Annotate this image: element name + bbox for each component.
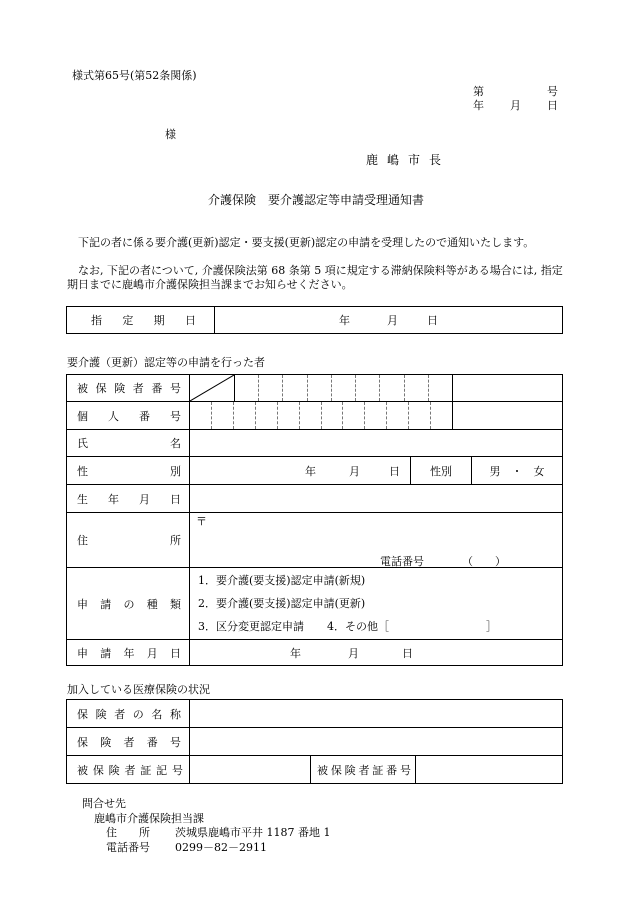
- sex-column-label: 性別: [411, 457, 472, 485]
- issue-month: 月: [510, 99, 521, 112]
- due-date-value: [215, 307, 563, 334]
- num-suffix: 号: [547, 85, 558, 98]
- applicant-section-title: 要介護（更新）認定等の申請を行った者: [67, 356, 265, 369]
- card-number-label: 被保険者証番号: [311, 756, 416, 784]
- birth-year: 年: [305, 464, 316, 478]
- due-date-table: [66, 306, 563, 334]
- issue-year: 年: [473, 99, 484, 112]
- name-value: [190, 430, 563, 457]
- document-title: 介護保険 要介護認定等申請受理通知書: [208, 193, 425, 207]
- birth-month: 月: [349, 464, 360, 478]
- personal-number-cells: [190, 402, 563, 430]
- address-value: [190, 513, 563, 568]
- app-type-option-2: 2．要介護(要支援)認定申請(更新): [198, 597, 366, 610]
- contact-address: 茨城県鹿嶋市平井 1187 番地 1: [175, 826, 331, 839]
- contact-address-label: 住 所: [106, 826, 150, 839]
- insured-number-label: 被保険者番号: [67, 375, 190, 402]
- sex-label: 性別: [67, 457, 190, 485]
- address-label: 住所: [67, 513, 190, 568]
- issue-date: [473, 97, 558, 113]
- issuer: 鹿嶋市長: [366, 153, 451, 167]
- phone-label: 電話番号: [380, 555, 424, 568]
- application-type-label: 申請の種類: [67, 568, 190, 640]
- due-month: 月: [387, 314, 398, 327]
- name-label: 氏名: [67, 430, 190, 457]
- app-day: 日: [402, 646, 413, 660]
- sex-options: 男 ・ 女: [472, 457, 563, 485]
- insurer-name-value: [190, 700, 563, 728]
- insurer-number-value: [190, 728, 563, 756]
- insurer-name-label: 保険者の名称: [67, 700, 190, 728]
- body-paragraph-2: なお, 下記の者について, 介護保険法第 68 条第 5 項に規定する滞納保険料等がある場合には, 指定期日までに鹿嶋市介護保険担当課までお知らせください。: [67, 264, 563, 291]
- birthdate-label: 生年月日: [67, 485, 190, 513]
- insurance-table: [66, 699, 563, 784]
- contact-block: [82, 797, 330, 855]
- contact-tel: 0299－82－2911: [175, 840, 267, 854]
- due-year: 年: [339, 314, 350, 327]
- app-year: 年: [290, 646, 301, 660]
- card-symbol-value: [190, 756, 311, 784]
- num-prefix: 第: [473, 85, 484, 98]
- due-day: 日: [427, 314, 438, 327]
- issue-day: 日: [547, 99, 558, 112]
- card-number-value: [416, 756, 563, 784]
- app-month: 月: [348, 646, 359, 660]
- application-type-options: [190, 568, 563, 640]
- contact-tel-label: 電話番号: [106, 840, 150, 854]
- body-paragraph-1: 下記の者に係る要介護(更新)認定・要支援(更新)認定の申請を受理したので通知いたします。: [78, 236, 535, 249]
- form-id: 様式第65号(第52条関係): [72, 69, 197, 82]
- insured-number-slash: [190, 375, 235, 401]
- applicant-table: [66, 374, 563, 666]
- application-date-value: [190, 640, 563, 666]
- postal-mark: 〒: [196, 515, 207, 528]
- contact-heading: 問合せ先: [82, 797, 126, 810]
- birthdate-value: [190, 485, 563, 513]
- app-type-option-3: 3．区分変更認定申請: [198, 620, 304, 633]
- app-type-option-4: 4．その他［: [327, 620, 389, 633]
- app-type-option-4-close: ］: [486, 620, 497, 633]
- card-symbol-label: 被保険者証記号: [67, 756, 190, 784]
- insurance-section-title: 加入している医療保険の状況: [67, 683, 210, 696]
- birth-ymd: [190, 457, 411, 485]
- due-date-label: 指定期日: [67, 307, 215, 334]
- addressee-suffix: 様: [165, 128, 176, 141]
- insurer-number-label: 保険者番号: [67, 728, 190, 756]
- application-date-label: 申請年月日: [67, 640, 190, 666]
- insured-number-cells: [190, 375, 563, 402]
- personal-number-label: 個人番号: [67, 402, 190, 430]
- app-type-option-1: 1．要介護(要支援)認定申請(新規): [198, 574, 366, 587]
- phone-paren: （ ）: [462, 555, 506, 568]
- birth-day: 日: [389, 464, 400, 478]
- contact-dept: 鹿嶋市介護保険担当課: [94, 811, 204, 825]
